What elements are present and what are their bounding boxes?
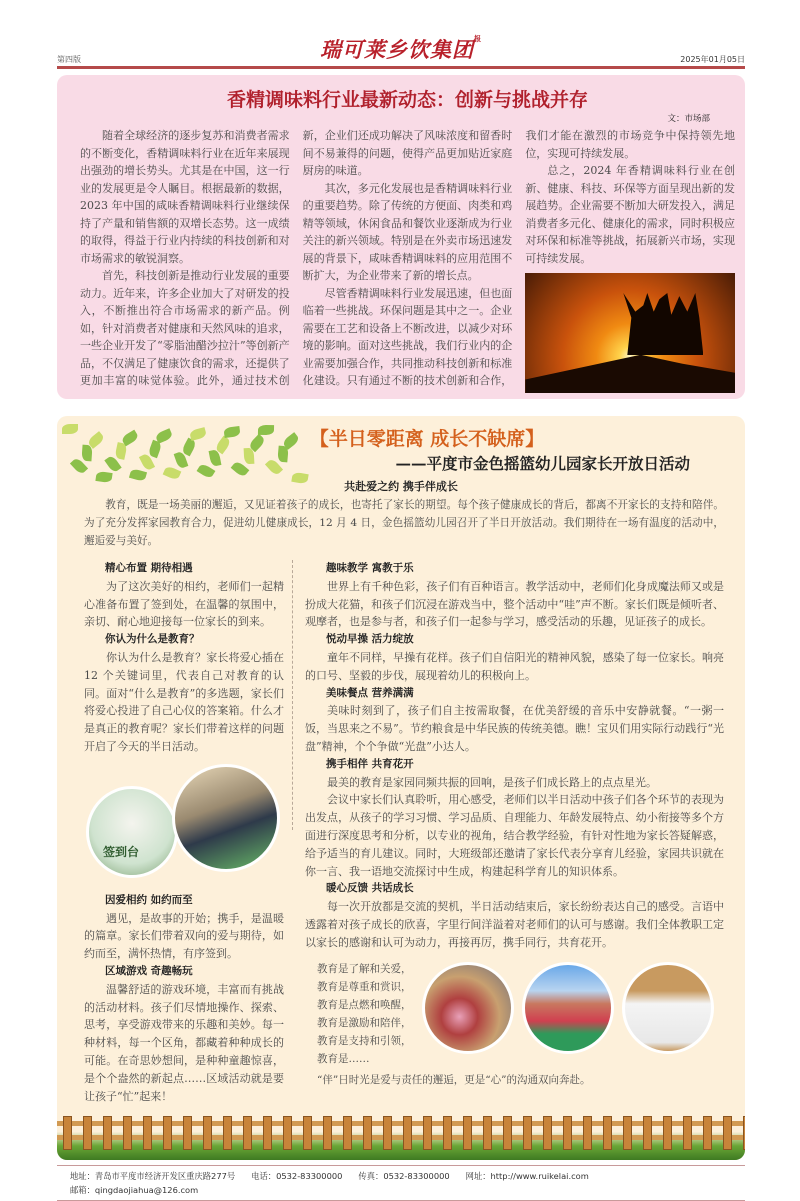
fence-post <box>723 1116 732 1150</box>
poem-line: 教育是尊重和赏识， <box>317 980 412 993</box>
article2-title: 【半日零距离 成长不缺席】 <box>309 428 545 450</box>
fence-post <box>323 1116 332 1150</box>
footer-address: 地址：青岛市平度市经济开发区重庆路277号 <box>70 1171 236 1182</box>
poem-line: 教育是激励和陪伴， <box>317 1016 412 1029</box>
section-title: 你认为什么是教育？ <box>105 633 200 646</box>
column-divider <box>292 560 293 830</box>
newspaper-logo <box>320 34 482 64</box>
paragraph: 尽管香精调味料行业发展迅速，但也面临着一些挑战。环保问题是其中之一。企业需要在工艺和设备上不断改进，以减少对环境的影响。面对这些挑战，我们行业内的企业需要加强合作，共同推动科技创新和标准化建设。只有通过不断的技术创新和合作，我们才能在激烈的市场竞争中保持领先地位，实现可持续发展。 <box>302 129 735 387</box>
logo-sub: 报 <box>474 34 482 43</box>
fence-post <box>423 1116 432 1150</box>
poem-line: 教育是点燃和唤醒， <box>317 998 412 1011</box>
fence-rail <box>57 1135 745 1140</box>
left-photos <box>84 762 284 884</box>
fence-post <box>103 1116 112 1150</box>
fence-post <box>123 1116 132 1150</box>
article2-right-text <box>305 560 724 952</box>
paragraph: 其次，多元化发展也是香精调味料行业的重要趋势。除了传统的方便面、肉类和鸡精等领域，休闲食品和餐饮业逐渐成为行业关注的新兴领域。特别是在外卖市场迅速发展的背景下，咸味香精调味料的应用范围不断扩大，为企业带来了新的增长点。 <box>302 181 513 282</box>
fence-post <box>463 1116 472 1150</box>
article2-panel <box>57 416 745 1160</box>
fence-post <box>443 1116 452 1150</box>
footer-info <box>70 1170 732 1196</box>
fence-post <box>603 1116 612 1150</box>
fence-post <box>303 1116 312 1150</box>
section-title: 携手相伴 共育花开 <box>326 757 414 770</box>
paragraph: 世界上有千种色彩，孩子们有百种语言。教学活动中，老师们化身成魔法师又或是扮成大花猫，和孩子们沉浸在游戏当中，整个活动中“哇”声不断。家长们既是倾听者、观摩者，也是参与者，和孩子们一起参与学习，感受活动的乐趣，见证孩子的成长。 <box>305 579 724 629</box>
paragraph: 最美的教育是家园同频共振的回响，是孩子们成长路上的点点星光。 <box>327 775 657 789</box>
fence-post <box>623 1116 632 1150</box>
paragraph: 总之，2024 年香精调味料行业在创新、健康、科技、环保等方面呈现出新的发展趋势。企业需要不断加大研发投入，满足消费者多元化、健康化的需求，同时积极应对环保和标准等挑战，拓展新兴市场，实现可持续发展。 <box>525 164 735 265</box>
fence-post <box>343 1116 352 1150</box>
section-title: 悦动早操 活力绽放 <box>326 633 414 646</box>
fence-post <box>583 1116 592 1150</box>
article1-panel <box>57 75 745 399</box>
issue-date: 2025年01月05日 <box>680 55 745 64</box>
fence-post <box>83 1116 92 1150</box>
fence-post <box>703 1116 712 1150</box>
sunset-photo <box>525 273 735 393</box>
article2-body <box>84 560 724 1105</box>
fence-post <box>383 1116 392 1150</box>
article1-body <box>80 127 735 393</box>
fence-post <box>243 1116 252 1150</box>
paragraph: 会议中家长们认真聆听，用心感受，老师们以半日活动中孩子们各个环节的表现为出发点，从孩子的学习习惯、学习品质、自理能力、年龄发展特点、幼小衔接等多个方面进行深度思考和分析，以专业的视角，结合教学经验，有针对性地为家长答疑解惑，给予适当的育儿建议。同时，大班级部还邀请了家长代表分享育儿经验，家园共识就在你一言、我一语地交流探讨中生成，构建起科学育儿的知识体系。 <box>305 793 724 878</box>
classroom-photo <box>422 962 514 1054</box>
fence-post <box>63 1116 72 1150</box>
paragraph: 每一次开放都是交流的契机，半日活动结束后，家长纷纷表达自己的感受。言语中透露着对孩子成长的欣喜，字里行间洋溢着对老师们的认可与感谢。我们全体教职工定以家长的感谢和认可为动力，再接再厉，携手同行，共育花开。 <box>305 900 724 949</box>
paragraph: 你认为什么是教育？家长将爱心插在 12 个关键词里，代表自己对教育的认同。面对“什么是教育”的多选题，家长们将爱心投进了自己心仪的答案箱。什么才是真正的教育呢？家长们带着这样的问题开启了今天的半日活动。 <box>84 650 284 753</box>
article1-title: 香精调味料行业最新动态：创新与挑战并存 <box>226 89 588 111</box>
fence-rail <box>57 1121 745 1126</box>
fence-post <box>643 1116 652 1150</box>
fence-post <box>263 1116 272 1150</box>
education-poem <box>317 960 422 1068</box>
section-title: 精心布置 期待相遇 <box>105 562 193 574</box>
article2-intro: 教育，既是一场美丽的邂逅，又见证着孩子的成长，也寄托了家长的期望。每个孩子健康成长的背后，都离不开家长的支持和陪伴。为了充分发挥家园教育合力，促进幼儿健康成长，12 月 4 日，金色摇篮幼儿园召开了半日开放活动。我们期待在一场有温度的活动中，邂逅爱与美好。 <box>84 499 724 547</box>
sign-text: 签到台 <box>103 844 140 859</box>
papers-photo <box>622 962 714 1054</box>
section-title: 暖心反馈 共话成长 <box>326 882 414 895</box>
fence-post <box>483 1116 492 1150</box>
article1-byline: 文：市场部 <box>667 114 710 124</box>
fence-post <box>523 1116 532 1150</box>
poem-line: 教育是支持和引领， <box>317 1034 412 1047</box>
fence-post <box>203 1116 212 1150</box>
fence-decoration <box>57 1113 745 1160</box>
playground-photo <box>522 962 614 1054</box>
fence-post <box>403 1116 412 1150</box>
fence-post <box>143 1116 152 1150</box>
section-title: 趣味教学 寓教于乐 <box>326 562 414 574</box>
right-photos <box>422 960 724 1060</box>
article2-heading: 共赴爱之约 携手伴成长 <box>344 480 458 493</box>
poem-line: 教育是…… <box>317 1052 370 1065</box>
edition-label: 第四版 <box>57 55 81 64</box>
fence-post <box>183 1116 192 1150</box>
poem-line: 教育是了解和关爱， <box>317 962 412 975</box>
fence-post <box>163 1116 172 1150</box>
section-title: 因爱相约 如约而至 <box>105 893 193 906</box>
paragraph: 温馨舒适的游戏环境，丰富而有挑战的活动材料。孩子们尽情地操作、探索、思考，享受游戏带来的乐趣和美妙。每一种材料，每一个区角，都藏着种种成长的可能。在奇思妙想间，是种种童趣惊喜，是个个盎然的新起点……区域活动就是要让孩子“忙”起来！ <box>84 982 284 1103</box>
article2-subtitle: ——平度市金色摇篮幼儿园家长开放日活动 <box>395 454 690 473</box>
article2-left <box>84 560 284 1105</box>
paragraph: 美味时刻到了，孩子们自主按需取餐，在优美舒缓的音乐中安静就餐。“一粥一饭，当思来之不易”。节约粮食是中华民族的传统美德。瞧！宝贝们用实际行动践行“光盘”精神，个个争做“光盘”小达人。 <box>305 704 724 753</box>
fence-post <box>743 1116 745 1150</box>
footer-website: 网址：http://www.ruikelai.com <box>465 1171 589 1182</box>
paragraph: 遇见，是故事的开始；携手，是温暖的篇章。家长们带着双向的爱与期待，如约而至，满怀热情，有序签到。 <box>84 911 284 961</box>
footer-phone: 电话：0532-83300000 <box>251 1171 343 1182</box>
section-title: 区域游戏 奇趣畅玩 <box>105 964 193 977</box>
article2-right <box>305 560 724 1088</box>
fence-post <box>543 1116 552 1150</box>
masthead <box>57 0 745 75</box>
poem-row <box>305 960 724 1068</box>
fence-post <box>683 1116 692 1150</box>
fence-post <box>663 1116 672 1150</box>
closing-line: “伴”日时光是爱与责任的邂逅，更是“心”的沟通双向奔赴。 <box>317 1073 591 1086</box>
fence-post <box>503 1116 512 1150</box>
paragraph: 首先，科技创新是推动行业发展的重要动力。近年来，许多企业加大了对研发的投入，不断推出符合市场需求的新产品。例如，针对消费者对健康和天然风味的追求，一些企业开发了“零脂油醋沙拉汁”等创新产品，不仅满足了健康饮食的需求，还提供了更加丰富的味觉体验。此外，通过技术创新，企业们还成功解决了风味浓度和留香时间不易兼得的问题，使得产品更加贴近家庭厨房的味道。 <box>80 129 513 387</box>
parent-photo <box>172 764 280 872</box>
footer-email: 邮箱：qingdaojiahua@126.com <box>70 1185 199 1196</box>
fence-post <box>223 1116 232 1150</box>
fence-post <box>563 1116 572 1150</box>
section-title: 美味餐点 营养满满 <box>326 686 414 699</box>
fence-post <box>363 1116 372 1150</box>
footer <box>57 1165 745 1201</box>
footer-fax: 传真：0532-83300000 <box>358 1171 450 1182</box>
header-divider <box>57 66 745 69</box>
fence-post <box>283 1116 292 1150</box>
paragraph: 随着全球经济的逐步复苏和消费者需求的不断变化，香精调味料行业在近年来展现出强劲的增长势头。尤其是在中国，这一行业的发展更是令人瞩目。根据最新的数据，2023 年中国的咸味香精调味料行业继续保持了产量和销售额的双增长态势。这一成绩的取得，得益于行业内持续的科技创新和对市场需求的敏锐洞察。 <box>80 129 290 265</box>
paragraph: 为了这次美好的相约，老师们一起精心准备布置了签到处，在温馨的氛围中，亲切、耐心地迎接每一位家长的到来。 <box>84 579 284 629</box>
logo-text: 瑞可莱乡饮集团 <box>320 37 474 62</box>
paragraph: 童年不同样，早操有花样。孩子们自信阳光的精神风貌，感染了每一位家长。响亮的口号、坚毅的步伐，展现着幼儿的积极向上。 <box>305 650 724 682</box>
signin-photo <box>86 786 178 878</box>
